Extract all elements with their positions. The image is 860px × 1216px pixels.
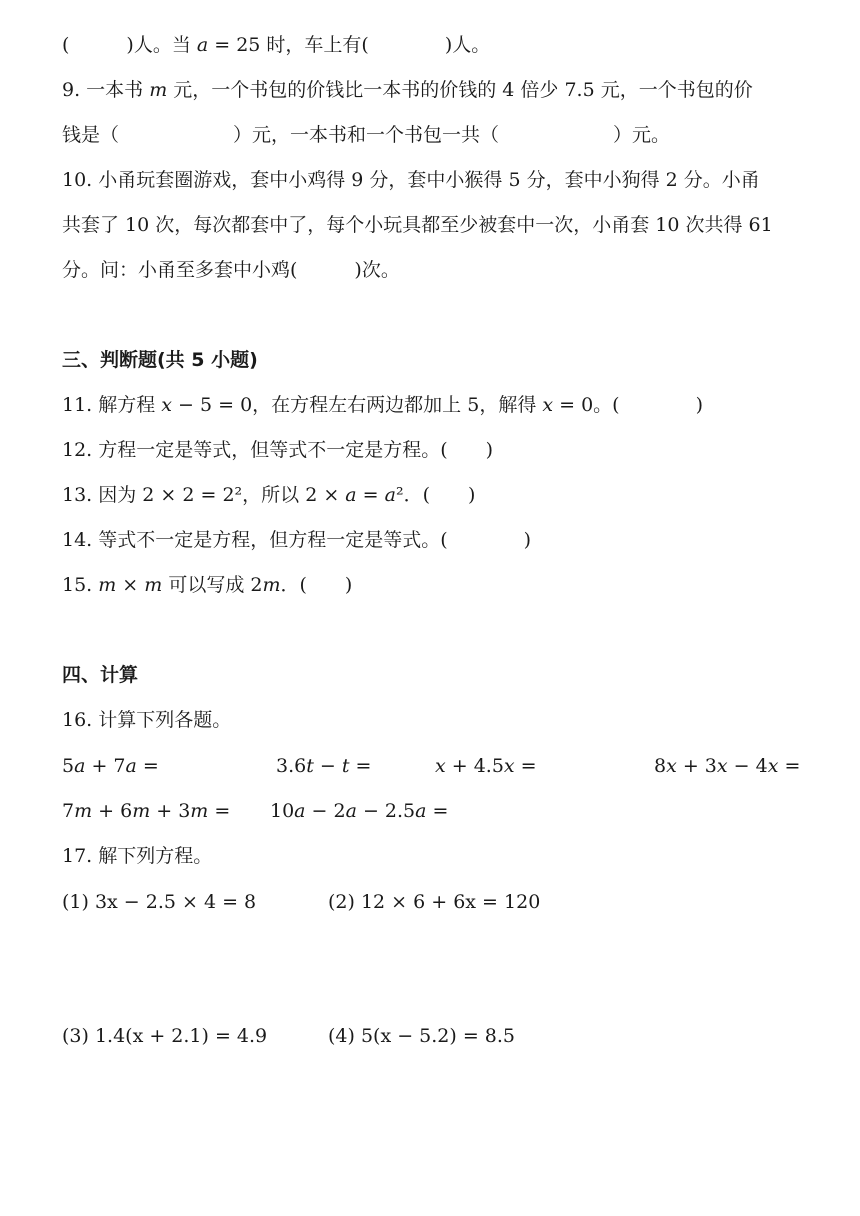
- q14: 14. 等式不一定是方程，但方程一定是等式。( ): [62, 529, 532, 551]
- q13: 13. 因为 2 × 2 = 2²，所以 2 × 𝑎 = 𝑎²．( ): [62, 484, 476, 506]
- equation-item: (4) 5(x − 5.2) = 8.5: [328, 1025, 516, 1047]
- calc-item: 3.6𝑡 − 𝑡 =: [276, 755, 372, 777]
- q10-line3: 分。问：小甬至多套中小鸡( )次。: [62, 259, 400, 281]
- calc-item: 5𝑎 + 7𝑎 =: [62, 755, 159, 777]
- q8-continuation: ( )人。当 𝑎 = 25 时，车上有( )人。: [62, 34, 491, 56]
- q17: 17. 解下列方程。: [62, 845, 213, 867]
- calc-item: 10𝑎 − 2𝑎 − 2.5𝑎 =: [270, 800, 449, 822]
- section3-heading: 三、判断题(共 5 小题): [62, 349, 258, 371]
- equation-item: (1) 3x − 2.5 × 4 = 8: [62, 891, 257, 913]
- section4-heading: 四、计算: [62, 664, 139, 686]
- calc-item: 8𝑥 + 3𝑥 − 4𝑥 =: [654, 755, 801, 777]
- q10-line1: 10. 小甬玩套圈游戏，套中小鸡得 9 分，套中小猴得 5 分，套中小狗得 2 分。小甬: [62, 169, 760, 191]
- calc-item: 𝑥 + 4.5𝑥 =: [435, 755, 537, 777]
- q9-line1: 9. 一本书 𝑚 元，一个书包的价钱比一本书的价钱的 4 倍少 7.5 元，一个书包的价: [62, 79, 753, 101]
- q16: 16. 计算下列各题。: [62, 709, 232, 731]
- q11: 11. 解方程 𝑥 − 5 = 0，在方程左右两边都加上 5，解得 𝑥 = 0。( ): [62, 394, 703, 416]
- q10-line2: 共套了 10 次，每次都套中了，每个小玩具都至少被套中一次，小甬套 10 次共得 61: [62, 214, 773, 236]
- equation-item: (2) 12 × 6 + 6x = 120: [328, 891, 541, 913]
- q9-line2: 钱是（ ）元，一本书和一个书包一共（ ）元。: [62, 124, 671, 146]
- equation-item: (3) 1.4(x + 2.1) = 4.9: [62, 1025, 268, 1047]
- calc-item: 7𝑚 + 6𝑚 + 3𝑚 =: [62, 800, 231, 822]
- q15: 15. 𝑚 × 𝑚 可以写成 2𝑚．( ): [62, 574, 353, 596]
- q12: 12. 方程一定是等式，但等式不一定是方程。( ): [62, 439, 494, 461]
